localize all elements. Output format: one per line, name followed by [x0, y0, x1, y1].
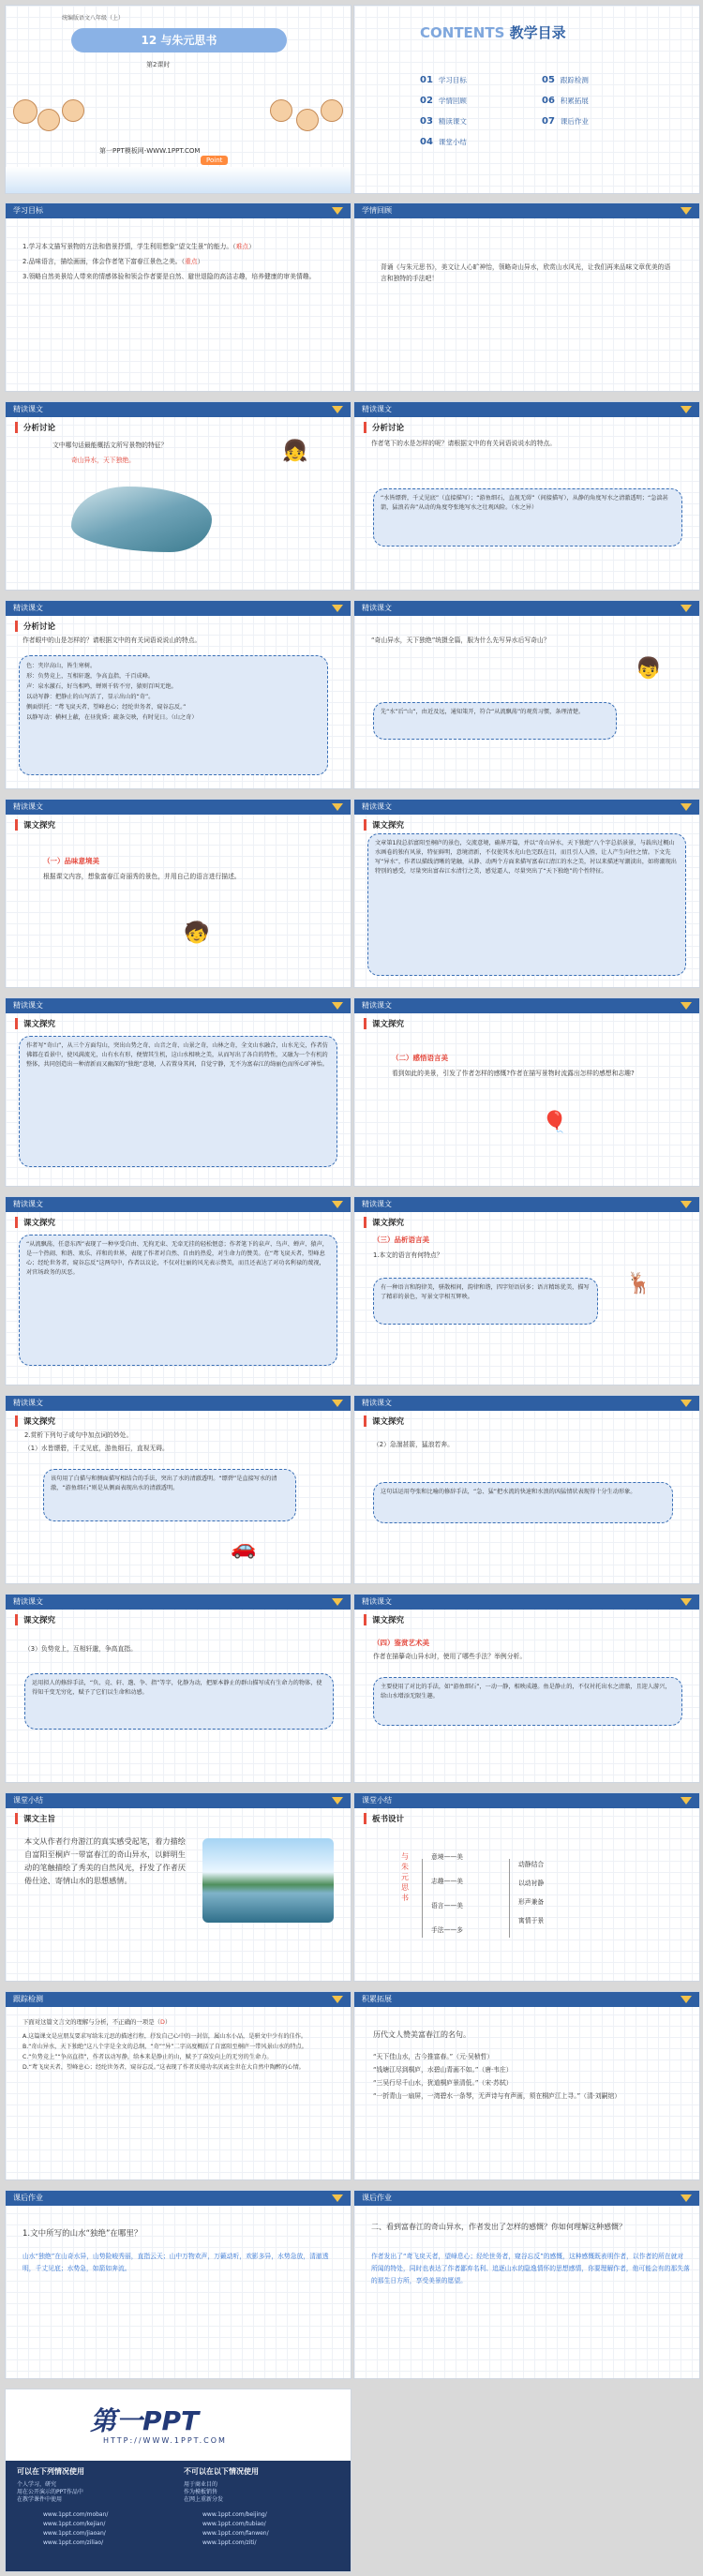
header-bar: 精读课文: [354, 402, 699, 417]
triangle-icon: [681, 207, 692, 215]
slide-learning-goals[interactable]: [5, 202, 352, 392]
goal-3: 3.领略自然美景给人带来的情感体验和领会作者要是自然、避世退隐的高洁志趣，培养健康的审美情趣。: [22, 273, 316, 280]
board-right-1: 动静结合: [518, 1861, 545, 1868]
section-title: 板书设计: [364, 1813, 404, 1824]
slide-explore-2[interactable]: [353, 799, 700, 988]
publisher-label: 统编版语文八年级（上）: [62, 15, 125, 22]
board-title: 与朱元思书: [401, 1852, 409, 1902]
triangle-icon: [332, 1996, 343, 2003]
slide-extension[interactable]: [353, 1991, 700, 2180]
river-photo: [202, 1838, 334, 1923]
footer-band: [6, 167, 351, 194]
slide-cover[interactable]: [5, 5, 352, 194]
header-bar: 学情回顾: [354, 203, 699, 218]
section-title: 课文探究: [364, 1217, 404, 1228]
item-text: （2）急湍甚箭，猛浪若奔。: [373, 1441, 454, 1448]
section-title: 课文探究: [15, 1217, 55, 1228]
board-right-2: 以动衬静: [518, 1880, 545, 1887]
answer-box: 该句用了白描与和侧面描写相结合的手法，突出了水的清澈透明。“缥碧”是直接写水的清澈，“游鱼细石”则是从侧面表现出水的清澈透明。: [43, 1469, 296, 1521]
slide-explore-1[interactable]: [5, 799, 352, 988]
header-bar: 精读课文: [354, 601, 699, 616]
section-title: 课文探究: [15, 1018, 55, 1029]
quiz-option-d: D.“鸢飞戾天者，望峰息心；经纶世务者，窥谷忘反。”这表现了作者厌倦功名厌离尘世在大自然中陶醉的心情。: [22, 2064, 305, 2071]
triangle-icon: [332, 803, 343, 811]
header-bar: 跟踪检测: [6, 1992, 351, 2007]
quiz-option-b: B.“奇山异水，天下独绝”这八个字是全文的总纲，“奇”“异”二字高度概括了自富阳至桐庐一带风景山水的特点。: [22, 2044, 307, 2050]
header-bar: 精读课文: [354, 998, 699, 1013]
section-title: 课文探究: [15, 1415, 55, 1427]
section-title: 分析讨论: [15, 621, 55, 632]
header-bar: 课堂小结: [6, 1793, 351, 1808]
link-7[interactable]: www.1ppt.com/fanwen/: [202, 2530, 269, 2537]
toc-item-5[interactable]: 05 跟踪检测: [542, 75, 589, 85]
swing-icon: 🎈: [542, 1111, 568, 1134]
goal-1: 1.学习本文描写景物的方法和借景抒情，学生利用想象“望文生景”的能力。（难点）: [22, 243, 256, 250]
triangle-icon: [681, 1996, 692, 2003]
link-2[interactable]: www.1ppt.com/kejian/: [43, 2521, 106, 2527]
toc-item-4[interactable]: 04 课堂小结: [420, 137, 467, 147]
slide-explore-3[interactable]: [5, 997, 352, 1187]
cartoon-kid: [296, 109, 319, 131]
review-text: 背诵《与朱元思书》，美文让人心旷神怡，领略奇山异水，欣赏山水风光，让我们再来品味文章优美的语言和独特的手法吧！: [381, 263, 671, 282]
toc-item-3[interactable]: 03 精读课文: [420, 116, 467, 127]
slide-close-reading-1[interactable]: [5, 401, 352, 591]
header-bar: 精读课文: [354, 800, 699, 815]
ppt-url[interactable]: HTTP://WWW.1PPT.COM: [103, 2436, 227, 2445]
question-text: 1.本文的语言有何特点？: [373, 1251, 443, 1259]
topic-tag: （四）鉴赏艺术美: [373, 1639, 429, 1647]
homework-question: 1.文中所写的山水“独绝”在哪里？: [22, 2229, 142, 2239]
question-text: “奇山异水，天下独绝”统摄全篇，服为什么先写异水后写奇山？: [371, 637, 550, 644]
section-title: 课文探究: [364, 1614, 404, 1625]
ppt-logo: 第一PPT: [90, 2405, 200, 2436]
quote-3: “三吴行尽千山水，犹道桐庐景清低。”（宋·苏轼）: [373, 2079, 513, 2087]
triangle-icon: [681, 1002, 692, 1010]
toc-item-2[interactable]: 02 学情回顾: [420, 96, 467, 106]
theme-text: 本文从作者行舟游江的真实感受起笔，着力描绘自富阳至桐庐一带富春江的奇山异水，以鲜明生动的笔触描绘了秀美的自然风光，抒发了作者厌倦仕途、寄情山水的思想感情。: [24, 1836, 186, 1885]
link-6[interactable]: www.1ppt.com/tubiao/: [202, 2521, 266, 2527]
answer-box: “水皆缥碧，千丈见底”（直接描写）；“游鱼细石，直视无碍”（间接描写），从静的角度写水之清澈透明；“急湍甚箭，猛浪若奔”从动的角度夸张地写水之壮观凶险。（水之异）: [373, 488, 682, 547]
quiz-option-c: C.“负势竞上”“争高直指”，作者以动写静，给本来是静止的山，赋予了奋发向上的无穷的生命力。: [22, 2054, 273, 2060]
slide-homework-2[interactable]: [353, 2190, 700, 2379]
goal-2: 2.品味语言，描绘画面，体会作者笔下富春江景色之美。（重点）: [22, 258, 204, 265]
cartoon-kid: [13, 99, 37, 124]
question-text: 2.赏析下列句子或句中加点词的妙处。: [24, 1431, 133, 1439]
section-title: 课文探究: [15, 1614, 55, 1625]
toc-heading-cn: 教学目录: [509, 24, 566, 41]
slide-explore-5[interactable]: [5, 1196, 352, 1385]
lesson-number: 第2课时: [146, 61, 171, 68]
question-text: 作者眼中的山是怎样的？请根据文中的有关词语说说山的特点。: [22, 637, 202, 644]
item-text: （3）负势竞上，互相轩邈，争高直指。: [24, 1645, 137, 1653]
header-bar: 课后作业: [354, 2191, 699, 2206]
toc-item-1[interactable]: 01 学习目标: [420, 75, 467, 85]
forbidden-item-2: 作为模板销售: [184, 2489, 218, 2495]
allowed-item-1: 个人学习，研究: [17, 2481, 57, 2488]
link-8[interactable]: www.1ppt.com/ziti/: [202, 2539, 257, 2546]
triangle-icon: [681, 2194, 692, 2202]
board-row-3: 语言——美: [431, 1902, 463, 1910]
cartoon-kid: [270, 99, 292, 122]
slide-toc[interactable]: [353, 5, 700, 194]
board-row-2: 志趣——美: [431, 1878, 463, 1885]
section-title: 课文探究: [364, 1415, 404, 1427]
extension-title: 历代文人赞美富春江的名句。: [373, 2030, 471, 2039]
kid-icon: 👦: [636, 657, 662, 681]
triangle-icon: [681, 1797, 692, 1805]
lesson-title: 12 与朱元思书: [71, 28, 287, 52]
link-1[interactable]: www.1ppt.com/moban/: [43, 2511, 109, 2518]
section-title: 分析讨论: [364, 422, 404, 433]
header-bar: 精读课文: [6, 601, 351, 616]
slide-close-reading-4[interactable]: [353, 600, 700, 789]
section-title: 分析讨论: [15, 422, 55, 433]
header-bar: 精读课文: [6, 402, 351, 417]
answer-box: 文章第1段总括富阳至桐庐的景色，交流意境，确界开篇，并以“奇山异水，天下独绝”八个字总括景景，与载出过概山水画卷的独有风景，特征鲜明，意境清新，不仅使其水光山色完跃在目，而且引人入胜，让人产生向往之情。下文先写“异水”，作者以描线清晰的笔触，从静、动两个方面来描写富春江清江的水之美，衬以来描述写潮淡出，如将潮现出特别的感受，尽量突出富春江水清行之美，感觉逼人，尽量突出了“天下独绝”的个性特征。: [367, 833, 686, 976]
forbidden-item-3: 在网上重新分发: [184, 2496, 224, 2503]
quote-4: “一折青山一扇屏，一湾碧水一条琴，无声诗与有声画，须在桐庐江上寻。”（清·刘嗣绾）: [373, 2092, 621, 2100]
allowed-item-2: 用在公开演示的PPT作品中: [17, 2489, 83, 2495]
prompt-text: 看到如此的美景，引发了作者怎样的感慨?作者在描写景物时流露出怎样的感想和志趣?: [392, 1070, 635, 1077]
slide-quiz[interactable]: [5, 1991, 352, 2180]
allowed-heading: 可以在下列情况使用: [17, 2467, 84, 2476]
slide-homework-1[interactable]: [5, 2190, 352, 2379]
answer-box: 这句话运用夸张和比喻的修辞手法，“急、猛”把水流的快速和水浪的凶猛情状表现得十分生动形象。: [373, 1482, 673, 1523]
triangle-icon: [681, 803, 692, 811]
header-bar: 学习目标: [6, 203, 351, 218]
homework-question: 二、看到富春江的奇山异水，作者发出了怎样的感慨？你如何理解这种感慨？: [371, 2223, 626, 2231]
answer-text: 奇山异水，天下独绝。: [71, 457, 135, 464]
child-icon: 🧒: [184, 921, 210, 945]
triangle-icon: [332, 207, 343, 215]
header-bar: 课堂小结: [354, 1793, 699, 1808]
section-title: 课文探究: [364, 819, 404, 831]
cartoon-kid: [321, 99, 343, 122]
topic-tag: （三）品析语言美: [373, 1236, 429, 1244]
board-right-4: 寓情于景: [518, 1917, 545, 1925]
slide-explore-9[interactable]: [5, 1594, 352, 1783]
answer-box: 有一种语言和韵律美，骈散相间，韵律和谐，四字短语居多；语言精练优美，描写了精彩的景色，写景文字相互辉映。: [373, 1278, 598, 1325]
triangle-icon: [332, 1201, 343, 1208]
cartoon-kid: [62, 99, 84, 122]
topic-tag: （一）品味意境美: [43, 857, 99, 865]
triangle-icon: [681, 605, 692, 612]
forbidden-heading: 不可以在以下情况使用: [184, 2467, 259, 2476]
triangle-icon: [681, 1598, 692, 1606]
header-bar: 课后作业: [6, 2191, 351, 2206]
link-4[interactable]: www.1ppt.com/ziliao/: [43, 2539, 104, 2546]
answer-box: “从流飘荡，任意东西”表现了一种享受自由、无拘无束、无牵无挂的轻松惬意；作者笔下的泉声、鸟声、蝉声、猿声，是一个热闹、和谐、欢乐、祥和的世界，表现了作者对自然、自由的热爱，对生命力的赞美。在“鸢飞戾天者，望峰息心；经纶世务者，窥谷忘反”这两句中，作者以议论，不仅对壮丽的风光表示赞美，而且还表达了对功名利禄的蔑视，对官场政务的厌恶。: [19, 1235, 337, 1366]
slide-close-reading-3[interactable]: [5, 600, 352, 789]
slide-review[interactable]: [353, 202, 700, 392]
section-title: 课文探究: [15, 819, 55, 831]
triangle-icon: [332, 1400, 343, 1407]
slide-ad[interactable]: [5, 2389, 352, 2572]
board-row-1: 意境——美: [431, 1853, 463, 1861]
quiz-question: 下面对这篇文言文的理解与分析，不正确的一项是（D）: [22, 2018, 172, 2026]
forbidden-item-1: 用于商业目的: [184, 2481, 218, 2488]
homework-answer: 山水“独绝”在山奇水异，山势险峻秀丽，直指云天；山中万物欢声，万籁动听，欢影多异，水势急放，清澈透明，千丈见底；水势急，如箭如奔流。: [22, 2253, 329, 2272]
triangle-icon: [332, 605, 343, 612]
prompt-text: 根据课文内容，想象富春江奇丽秀的景色，并用自己的语言进行描述。: [43, 873, 241, 880]
link-3[interactable]: www.1ppt.com/jiaoan/: [43, 2530, 106, 2537]
section-title: 课文探究: [364, 1018, 404, 1029]
kid-car-icon: 🚗: [231, 1536, 257, 1560]
triangle-icon: [681, 1201, 692, 1208]
header-bar: 精读课文: [6, 1396, 351, 1411]
homework-answer: 作者发出了“鸢飞戾天者，望峰息心；经纶世务者，窥谷忘反”的感慨，这种感慨既表明作者，以作者的所在就对所闻的特处，同时也表达了作者鄙弃名利、追逐山水的隐逸情怀的思想感情，你要理解作者，他可能会有的那失落的那生日方所，享受美景的愿望。: [371, 2253, 690, 2284]
slide-explore-6[interactable]: [353, 1196, 700, 1385]
triangle-icon: [332, 1002, 343, 1010]
triangle-icon: [681, 406, 692, 413]
slide-explore-4[interactable]: [353, 997, 700, 1187]
header-bar: 精读课文: [6, 800, 351, 815]
board-right-3: 形声兼备: [518, 1898, 545, 1906]
slide-explore-10[interactable]: [353, 1594, 700, 1783]
answer-box: 运用拟人的修辞手法，“负、竞、轩、邈、争、指”等字，化静为动，把原本静止的群山描写成有生命力的物体，使得知千变无穷化，赋予了它们以生命和动感。: [24, 1673, 334, 1730]
answer-box: 色：夹岸高山，皆生寒树。 形：负势竞上，互相轩邈，争高直指，千百成峰。 声：泉水激石，好鸟相鸣，蝉则千转不穷，猿则百叫无绝。 以动写静：把静止的山写活了，显示出山的“奇”。 侧面烘托：“鸢飞戾天者，望峰息心；经纶世务者，窥谷忘反。” 以静写动：横柯上蔽，在昼犹昏；疏条交映，有时见日。（山之奇）: [19, 655, 328, 775]
triangle-icon: [332, 1797, 343, 1805]
triangle-icon: [681, 1400, 692, 1407]
slide-summary-2[interactable]: [353, 1792, 700, 1982]
question-text: 作者笔下的水是怎样的呢？请根据文中的有关词语说说水的特点。: [371, 440, 557, 447]
quote-2: “钱塘江尽到桐庐，水碧山青画不如。”（唐·韦庄）: [373, 2066, 513, 2074]
triangle-icon: [332, 2194, 343, 2202]
header-bar: 积累拓展: [354, 1992, 699, 2007]
deer-icon: 🦌: [626, 1272, 652, 1295]
header-bar: 精读课文: [6, 1197, 351, 1212]
section-title: 课文主旨: [15, 1813, 55, 1824]
slide-close-reading-2[interactable]: [353, 401, 700, 591]
topic-tag: （二）感悟语言美: [392, 1054, 448, 1062]
slide-summary-1[interactable]: [5, 1792, 352, 1982]
answer-box: 先“水”后“山”，由近及远，通知策开，符合“从流飘荡”的观赏习惯，条理清楚。: [373, 702, 617, 740]
landscape-image: [71, 487, 212, 552]
slide-explore-8[interactable]: [353, 1395, 700, 1584]
link-5[interactable]: www.1ppt.com/beijing/: [202, 2511, 267, 2518]
triangle-icon: [332, 406, 343, 413]
quote-1: “天下佳山水，古今推富春。”（元·吴桢哲）: [373, 2053, 494, 2060]
header-bar: 精读课文: [354, 1396, 699, 1411]
board-row-4: 手法——多: [431, 1926, 463, 1934]
toc-item-6[interactable]: 06 积累拓展: [542, 96, 589, 106]
point-badge: Point: [201, 156, 228, 165]
answer-box: 主要使用了对比的手法，如“游鱼细石”，一动一静，相映成趣。鱼是静止的，不仅衬托出水之清澈，且迎人游兴，给山水增添无限生趣。: [373, 1677, 682, 1726]
header-bar: 精读课文: [6, 998, 351, 1013]
quiz-option-a: A.这篇课文是应朋友要求写给朱元思的描述行程，抒发自己心中的一封信，属山水小品，是骈文中少有的佳作。: [22, 2033, 307, 2040]
header-bar: 精读课文: [354, 1595, 699, 1610]
question-text: 文中哪句话最能概括文所写景物的特征？: [52, 442, 168, 449]
girl-icon: 👧: [282, 440, 308, 463]
site-label: 第一PPT模板网-WWW.1PPT.COM: [99, 147, 201, 155]
cartoon-kid: [37, 109, 60, 131]
toc-heading: CONTENTS: [420, 24, 505, 41]
answer-box: 作者写“奇山”，从三个方面勾山，突出山势之奇、山音之奇、山景之奇，山林之奇，全文山水融合，山水光交，作者仿佛都在看景中，使风满流光，山有水有形，便情其生机，这山水相映之美，从而写出了各自的特性，又融为一个有机的整体，共同创造出一种清新而又幽深的“独绝”意境，人若置身其间，自觉宁静，无不为富春江的绮丽色而所心旷神怡。: [19, 1036, 337, 1167]
prompt-text: 作者在描摹奇山异水时，使用了哪些手法？举例分析。: [373, 1653, 527, 1660]
allowed-item-3: 在教学课件中使用: [17, 2496, 63, 2503]
header-bar: 精读课文: [354, 1197, 699, 1212]
slide-explore-7[interactable]: [5, 1395, 352, 1584]
header-bar: 精读课文: [6, 1595, 351, 1610]
item-text: （1）水皆缥碧，千丈见底，游鱼细石，直视无碍。: [24, 1445, 169, 1452]
toc-item-7[interactable]: 07 课后作业: [542, 116, 589, 127]
triangle-icon: [332, 1598, 343, 1606]
